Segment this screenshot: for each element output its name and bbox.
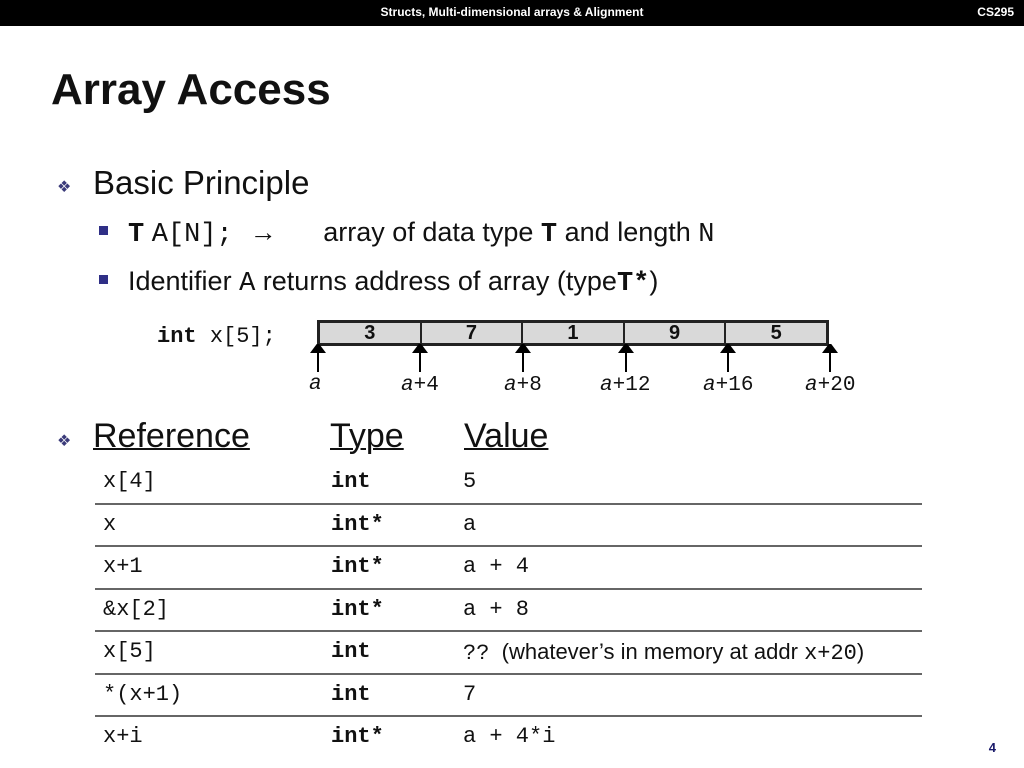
type-cell: int — [331, 681, 371, 707]
reference-cell: *(x+1) — [103, 681, 183, 707]
line2-close: ) — [649, 266, 659, 296]
slide-header-bar — [0, 0, 1024, 26]
address-label: a+4 — [401, 374, 439, 397]
reference-cell: x[4] — [103, 469, 156, 494]
array-cell: 9 — [625, 323, 727, 343]
square-bullet-icon — [99, 226, 108, 235]
identifier: A — [239, 269, 256, 299]
arrow-up-icon — [722, 344, 734, 352]
table-row — [95, 462, 922, 505]
square-bullet-icon — [99, 275, 108, 284]
type-keyword: T — [128, 220, 145, 250]
value-note-code: x+20 — [804, 641, 857, 666]
reference-cell: x — [103, 511, 117, 537]
type-cell: int — [331, 639, 371, 664]
type-keyword-2: T — [540, 220, 558, 250]
array-decl: A[N]; — [151, 220, 233, 250]
principle-line-1 — [128, 219, 714, 249]
column-header-type: Type — [330, 417, 404, 455]
type-cell: int* — [331, 511, 384, 537]
address-label: a — [309, 373, 322, 396]
length-symbol: N — [698, 220, 715, 250]
type-cell: int* — [331, 724, 384, 749]
arrow-up-icon — [312, 344, 324, 352]
arrow-up-icon — [824, 344, 836, 352]
header-title: Structs, Multi-dimensional arrays & Alignment — [380, 5, 644, 19]
value-cell: a + 4 — [463, 554, 530, 579]
table-row — [95, 590, 922, 633]
decl-name: x[5]; — [209, 324, 276, 349]
reference-cell: x[5] — [103, 639, 156, 664]
table-row — [95, 632, 922, 675]
line1-text-b: and length — [564, 217, 691, 247]
value-cell: a — [463, 511, 477, 537]
table-row — [95, 547, 922, 590]
type-cell: int* — [331, 596, 384, 622]
diamond-bullet-icon: ❖ — [57, 179, 72, 196]
reference-cell: &x[2] — [103, 596, 170, 622]
reference-cell: x+1 — [103, 554, 143, 579]
value-cell: a + 4*i — [463, 724, 556, 749]
principle-heading: Basic Principle — [93, 164, 310, 201]
reference-table — [95, 462, 922, 758]
value-cell: 7 — [463, 681, 477, 707]
value-note: (whatever’s in memory at addr — [501, 639, 798, 664]
value-cell: ?? (whatever’s in memory at addr x+20) — [463, 639, 865, 666]
address-pointers — [300, 344, 840, 374]
arrow-up-icon — [517, 344, 529, 352]
table-row — [95, 717, 922, 758]
line1-text-a: array of data type — [323, 217, 534, 247]
address-label: a+20 — [805, 374, 856, 397]
diamond-bullet-icon: ❖ — [57, 433, 72, 450]
arrow-up-icon — [414, 344, 426, 352]
reference-cell: x+i — [103, 724, 143, 749]
slide-title: Array Access — [51, 65, 331, 114]
principle-line-2 — [128, 268, 658, 298]
line2-text-b: returns address of array (type — [262, 266, 617, 296]
column-header-value: Value — [464, 417, 549, 455]
arrow-icon: → — [249, 217, 277, 247]
array-diagram — [317, 320, 829, 346]
array-cell: 1 — [523, 323, 625, 343]
array-declaration — [157, 324, 276, 349]
array-cell: 5 — [770, 322, 782, 344]
value-cell: a + 8 — [463, 596, 530, 622]
table-row — [95, 675, 922, 718]
decl-keyword: int — [157, 324, 197, 349]
column-header-reference: Reference — [93, 417, 250, 455]
address-label: a+12 — [600, 374, 651, 397]
header-course: CS295 — [977, 5, 1014, 19]
arrow-up-icon — [620, 344, 632, 352]
type-cell: int — [331, 469, 371, 494]
table-row — [95, 505, 922, 548]
array-cell: 3 — [320, 323, 422, 343]
page-number: 4 — [988, 740, 996, 755]
pointer-type: T* — [616, 269, 650, 299]
address-label: a+8 — [504, 374, 542, 397]
value-cell: 5 — [463, 469, 477, 494]
type-cell: int* — [331, 554, 384, 579]
array-cell: 7 — [422, 323, 524, 343]
address-label: a+16 — [703, 374, 754, 397]
line2-text-a: Identifier — [128, 266, 232, 296]
